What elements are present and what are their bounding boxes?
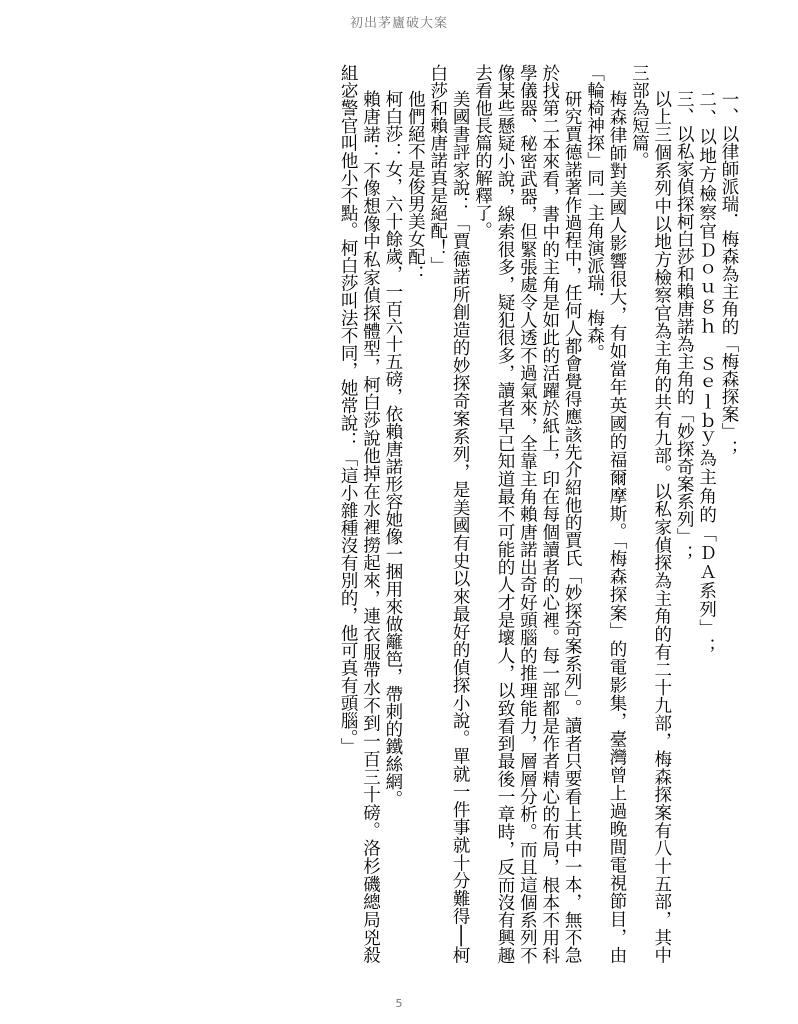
paragraph-mason-influence: 梅森律師對美國人影響很大，有如當年英國的福爾摩斯。「梅森探案」的電影集，臺灣曾上過晚間電視節目，由「輪椅神探」同一主角演派瑞．梅森。: [584, 64, 627, 964]
paragraph-critic-quote: 美國書評家說：「賈德諾所創造的妙探奇案系列，是美國有史以來最好的偵探小說。單就一件事就十分難得──柯白莎和賴唐諾真是絕配！」: [427, 64, 471, 964]
paragraph-series-1: 一、以律師派瑞．梅森為主角的「梅森探案」；: [719, 90, 739, 458]
paragraph-research: 研究賈德諾著作過程中，任何人都會覺得應該先介紹他的賈氏「妙探奇案系列」。讀者只要看上其中一本，無不急於找第二本來看，書中的主角是如此的活躍於紙上，印在每個讀者的心裡。每一部都是作者精心的布局，根本不用科學儀器、秘密武器，但緊張處令人透不過氣來，全靠主角賴唐諾出奇好頭腦的推理能力，層層分析。而且這個系列不像某些懸疑小說，線索很多，疑犯很多，讀者早已知道最不可能的人才是壞人，以致看到最後一章時，反而沒有興趣去看他長篇的解釋了。: [472, 64, 583, 964]
document-body: [80, 64, 740, 964]
paragraph-donald: 賴唐諾：不像想像中私家偵探體型，柯白莎說他掉在水裡撈起來，連衣服帶水不到一百三十磅。洛杉磯總局兇殺組宓警官叫他小不點。柯白莎叫法不同，她常說：「這小雜種沒有別的，他可真有頭腦。」: [338, 64, 381, 964]
paragraph-series-counts: 以上三個系列中以地方檢察官為主角的共有九部。以私家偵探為主角的有二十九部，梅森探案有八十五部，其中三部為短篇。: [629, 64, 672, 964]
paragraph-bertha: 柯白莎：女，六十餘歲，一百六十五磅，依賴唐諾形容她像一捆用來做籬笆，帶刺的鐵絲網。: [382, 90, 403, 808]
page-header: 初出茅廬破大案: [349, 16, 448, 31]
paragraph-not-handsome: 他們絕不是俊男美女配：: [405, 90, 426, 283]
paragraph-series-2: 二、以地方檢察官Ｄｏｕｇｈ Ｓｅｌｂｙ為主角的「ＤＡ系列」；: [696, 90, 717, 658]
page-number: 5: [395, 997, 403, 1010]
paragraph-series-3: 三、以私家偵探柯白莎和賴唐諾為主角的「妙探奇案系列」；: [674, 90, 695, 563]
